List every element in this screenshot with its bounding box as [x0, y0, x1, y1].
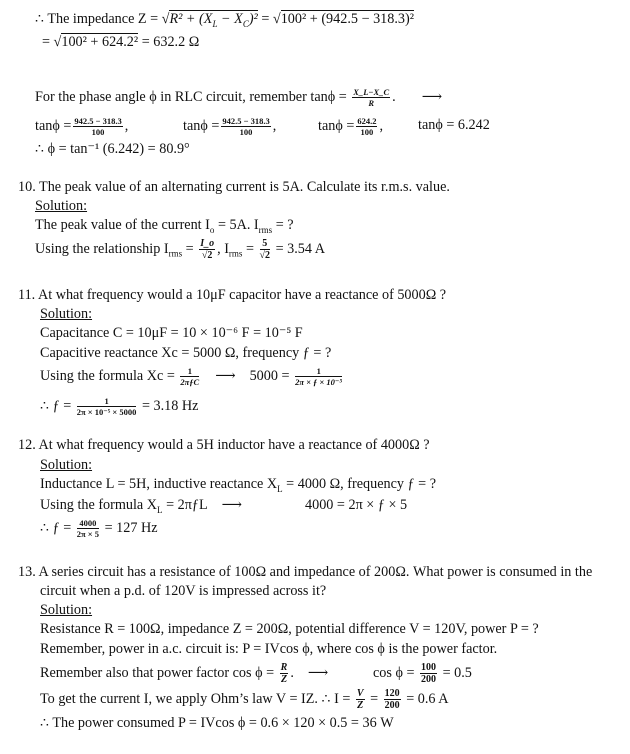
phase-frac-den: R [368, 98, 375, 108]
q11-line-1: Capacitance C = 10μF = 10 × 10⁻⁶ F = 10⁻⁵ F [40, 325, 303, 341]
q13-line-3-rhs: cos ϕ = $\frac{100}{200}$ = 0.5 [373, 662, 472, 685]
q13-solution-heading: Solution: [40, 602, 93, 618]
q13-line-5: ∴ The power consumed P = IVcos ϕ = 0.6 × 120 × 0.5 = 36 W [40, 715, 394, 731]
q13-line-3: Remember also that power factor cos ϕ = $\frac{R}{Z}$ . ⟶ [40, 662, 329, 685]
impedance-line-1: ∴ The impedance $Z = √R^2 + (X_L - X_C)^2 = √100^2 + (942.5 - 318.3)^2$ [35, 11, 414, 29]
q12-line-3: ∴ ƒ = $\frac{4000}{2\pi \times 5}$ = 127 Hz [40, 518, 158, 539]
q13-question-line-1: 13. A series circuit has a resistance of 100Ω and impedance of 200Ω. What power is consumed in the [18, 564, 593, 580]
q12-line-2-rhs: 4000 = 2π × ƒ × 5 [305, 497, 408, 513]
q12-line-2: Using the formula $X_L$ = 2πƒL ⟶ [40, 497, 242, 515]
q12-question: 12. At what frequency would a 5H inductor have a reactance of 4000Ω ? [18, 437, 430, 453]
q10-line-1: The peak value of the current $I_o = 5A$. $I_{rms}$ = ? [35, 217, 294, 235]
phase-result: ∴ ϕ = tan⁻¹ (6.242) = 80.9° [35, 141, 190, 157]
phase-steps: tanϕ = $\frac{942.5 - 318.3}{100}$ , [35, 116, 129, 137]
phase-intro: For the phase angle ϕ in RLC circuit, remember tanϕ = $\frac{X\_L-X\_C}{R}$ . ⟶ [35, 87, 443, 108]
q12-line-1: Inductance L = 5H, inductive reactance $X_L = 4000$ Ω, frequency ƒ = ? [40, 476, 437, 494]
q12-solution-heading: Solution: [40, 457, 93, 473]
q13-line-1: Resistance R = 100Ω, impedance Z = 200Ω, potential difference V = 120V, power P = ? [40, 621, 539, 637]
phase-step-3: tanϕ = $\frac{624.2}{100}$ , [318, 116, 384, 137]
impedance-line-2: = √100² + 624.2² = 632.2 Ω [42, 34, 200, 50]
phase-step-4: tanϕ = 6.242 [418, 117, 490, 133]
q11-solution-heading: Solution: [40, 306, 93, 322]
phase-step-2: tanϕ = $\frac{942.5 - 318.3}{100}$ , [183, 116, 277, 137]
q13-line-4: To get the current I, we apply Ohm’s law V = IZ. ∴ I = $\frac{V}{Z}$ = $\frac{120}{200}$ = 0.6 A [40, 688, 449, 711]
arrow-icon: ⟶ [421, 88, 443, 105]
q10-question: 10. The peak value of an alternating current is 5A. Calculate its r.m.s. value. [18, 179, 450, 195]
q11-question: 11. At what frequency would a 10μF capacitor have a reactance of 5000Ω ? [18, 287, 447, 303]
q13-line-2: Remember, power in a.c. circuit is: P = IVcos ϕ, where cos ϕ is the power factor. [40, 641, 498, 657]
q11-line-2: Capacitive reactance Xc = 5000 Ω, frequency ƒ = ? [40, 345, 332, 361]
q10-line-2: Using the relationship $I_{rms}$ = $\frac{I\_o}{√2}$ , $I_{rms}$ = $\frac{5}{√2}$ = 3.54 A [35, 238, 325, 261]
arrow-icon: ⟶ [307, 664, 329, 681]
arrow-icon: ⟶ [215, 367, 236, 384]
q13-question-line-2: circuit when a p.d. of 120V is impressed across it? [40, 583, 327, 599]
q11-line-4: ∴ ƒ = $\frac{1}{\text{2π × 10⁻⁵ × 5000}}$ = 3.18 Hz [40, 396, 199, 417]
arrow-icon: ⟶ [221, 497, 242, 513]
phase-frac-num: X_L−X_C [353, 87, 390, 97]
q10-solution-heading: Solution: [35, 198, 88, 214]
q11-line-3: Using the formula Xc = $\frac{1}{\text{2πƒC}}$ ⟶ 5000 = $\frac{1}{\text{2π × ƒ × 10⁻⁵}}$ [40, 366, 343, 387]
